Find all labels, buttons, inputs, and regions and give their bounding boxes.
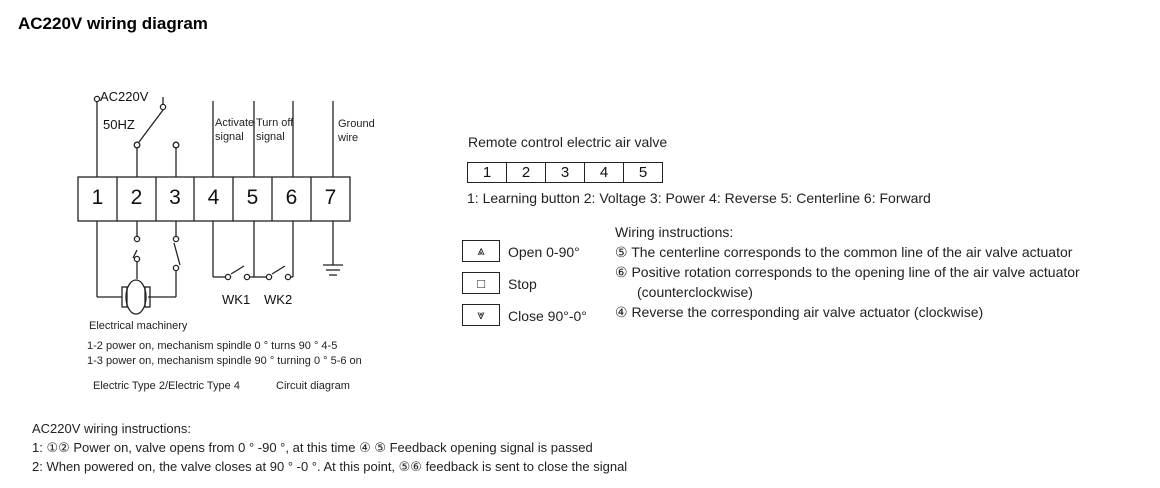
stop-square-icon: □	[477, 275, 485, 291]
stop-label: Stop	[508, 276, 537, 292]
instructions-header: AC220V wiring instructions:	[32, 421, 191, 436]
motor-label: Electrical machinery	[89, 320, 188, 332]
selector-switch	[139, 110, 163, 142]
remote-title: Remote control electric air valve	[468, 134, 668, 150]
activate-label-2: signal	[215, 131, 244, 143]
remote-button-1[interactable]: 1	[468, 163, 507, 183]
diagram-note-2: 1-3 power on, mechanism spindle 90 ° turning 0 ° 5-6 on	[87, 355, 362, 367]
motor	[126, 280, 146, 314]
wk1-switch	[231, 266, 244, 274]
remote-legend: 1: Learning button 2: Voltage 3: Power 4: Reverse 5: Centerline 6: Forward	[467, 190, 931, 206]
remote-button-row	[467, 162, 663, 183]
remote-button-3[interactable]: 3	[546, 163, 585, 183]
wiring-line-2: ⑥ Positive rotation corresponds to the opening line of the air valve actuator	[615, 264, 1080, 280]
ground-label-2: wire	[338, 132, 359, 144]
instructions-line-1: 1: ①② Power on, valve opens from 0 ° -90 °, at this time ④ ⑤ Feedback opening signal is passed	[32, 440, 593, 455]
turnoff-label-2: signal	[256, 131, 285, 143]
terminal-4: 4	[207, 186, 220, 209]
ground-label-1: Ground	[338, 118, 375, 130]
supply-label: AC220V	[100, 89, 149, 104]
page-title: AC220V wiring diagram	[18, 14, 208, 33]
wiring-header: Wiring instructions:	[615, 224, 734, 240]
remote-button-2[interactable]: 2	[507, 163, 546, 183]
type-label: Electric Type 2/Electric Type 4	[93, 380, 240, 392]
wk2-switch	[272, 266, 285, 274]
freq-label: 50HZ	[103, 117, 135, 132]
open-label: Open 0-90°	[508, 244, 580, 260]
terminal-3: 3	[169, 186, 181, 209]
close-label: Close 90°-0°	[508, 308, 587, 324]
terminal-5: 5	[246, 186, 259, 209]
terminal-6: 6	[285, 186, 298, 209]
wiring-line-2b: (counterclockwise)	[637, 284, 753, 300]
wiring-line-1: ⑤ The centerline corresponds to the common line of the air valve actuator	[615, 244, 1073, 260]
stop-button[interactable]	[462, 272, 500, 294]
wk1-label: WK1	[222, 292, 251, 307]
circuit-label: Circuit diagram	[276, 380, 350, 392]
remote-button-5[interactable]: 5	[624, 163, 663, 183]
chevron-up-icon: ⩓	[477, 243, 485, 258]
chevron-down-icon: ⩔	[477, 307, 485, 322]
terminal-7: 7	[324, 186, 337, 209]
close-button[interactable]	[462, 304, 500, 326]
terminal-1: 1	[91, 186, 104, 209]
wiring-line-3: ④ Reverse the corresponding air valve actuator (clockwise)	[615, 304, 984, 320]
wk2-label: WK2	[264, 292, 293, 307]
open-button[interactable]	[462, 240, 500, 262]
remote-button-4[interactable]: 4	[585, 163, 624, 183]
activate-label-1: Activate	[215, 117, 255, 129]
diagram-note-1: 1-2 power on, mechanism spindle 0 ° turns 90 ° 4-5	[87, 340, 338, 352]
instructions-line-2: 2: When powered on, the valve closes at 90 ° -0 °. At this point, ⑤⑥ feedback is sent to close the signal	[32, 459, 628, 474]
turnoff-label-1: Turn off	[256, 117, 294, 129]
terminal-2: 2	[130, 186, 143, 209]
